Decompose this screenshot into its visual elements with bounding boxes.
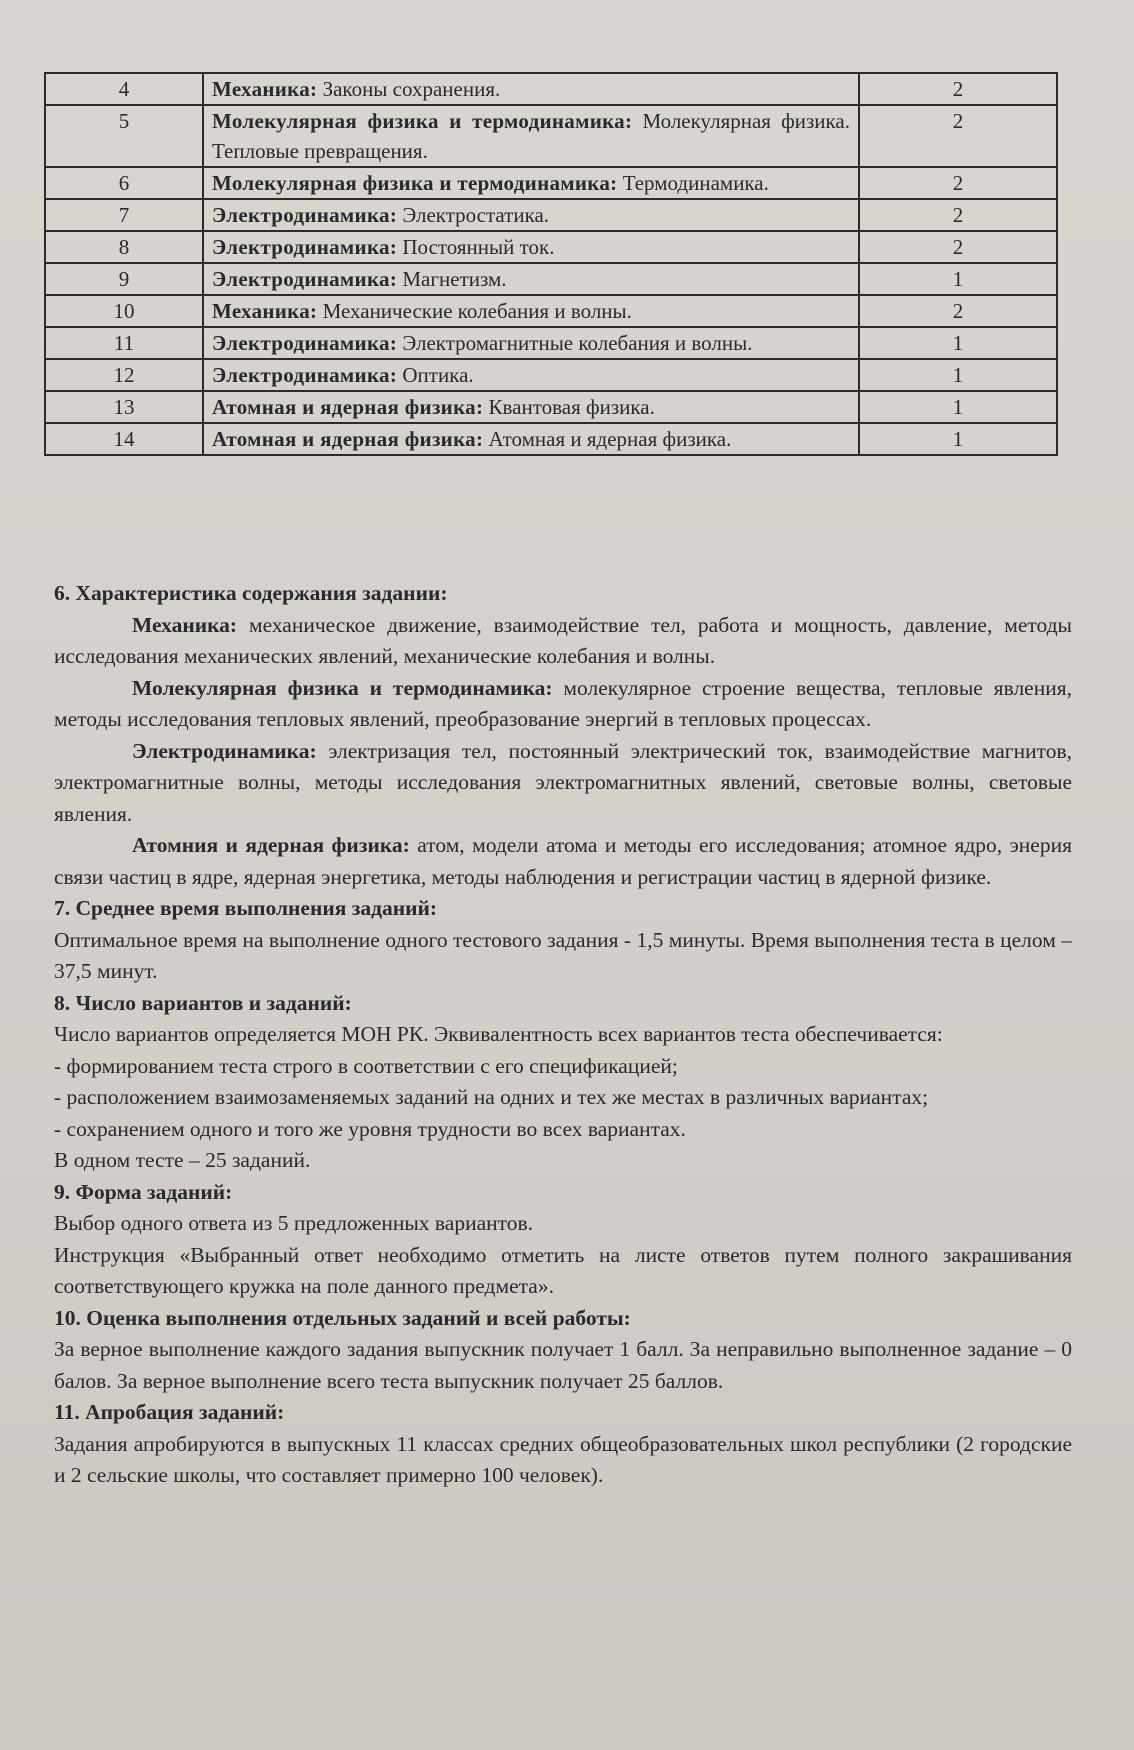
section-10-heading: 10. Оценка выполнения отдельных заданий и всей работы: (54, 1305, 631, 1330)
section-9-line-1: Выбор одного ответа из 5 предложенных вариантов. (54, 1211, 534, 1235)
row-number: 6 (45, 167, 203, 199)
row-section-label: Молекулярная физика и термодинамика: (212, 109, 633, 133)
row-topic-text: Магнетизм. (402, 267, 507, 291)
row-topic (203, 263, 859, 295)
row-count: 2 (859, 73, 1057, 105)
table-row (45, 231, 1057, 263)
row-count: 1 (859, 423, 1057, 455)
section-6-mechanics (54, 610, 1072, 673)
row-number: 10 (45, 295, 203, 327)
row-count: 1 (859, 391, 1057, 423)
row-count: 2 (859, 231, 1057, 263)
molecular-text: молекулярное строение вещества, тепловые явления, методы исследования тепловых явлений, преобразование энергий в тепловых процессах. (54, 675, 1072, 731)
row-topic (203, 199, 859, 231)
row-topic-text: Электромагнитные колебания и волны. (402, 331, 753, 355)
row-section-label: Электродинамика: (212, 203, 398, 227)
row-topic (203, 167, 859, 199)
row-number: 4 (45, 73, 203, 105)
row-count: 1 (859, 327, 1057, 359)
row-topic-text: Молекулярная физика. Тепловые превращения. (212, 109, 850, 163)
row-count: 1 (859, 359, 1057, 391)
section-7-text: Оптимальное время на выполнение одного тестового задания - 1,5 минуты. Время выполнения теста в целом – 37,5 минут. (54, 927, 1072, 983)
section-6-molecular (54, 673, 1072, 736)
section-6-heading: 6. Характеристика содержания задании: (54, 581, 448, 605)
section-8-intro: Число вариантов определяется МОН РК. Эквивалентность всех вариантов теста обеспечивается: (54, 1022, 943, 1046)
row-number: 7 (45, 199, 203, 231)
row-topic (203, 295, 859, 327)
row-number: 8 (45, 231, 203, 263)
row-topic-text: Атомная и ядерная физика. (488, 427, 732, 451)
row-section-label: Электродинамика: (212, 331, 398, 355)
document-body (54, 578, 1072, 1492)
table-row (45, 391, 1057, 423)
section-6-atomic (54, 830, 1072, 893)
topics-table-body (45, 73, 1057, 455)
section-9-line-2: Инструкция «Выбранный ответ необходимо отметить на листе ответов путем полного закрашивания соответствующего кружка на поле данного предмета». (54, 1242, 1072, 1298)
row-topic-text: Механические колебания и волны. (322, 299, 632, 323)
molecular-label: Молекулярная физика и термодинамика: (132, 675, 553, 700)
section-8-count: В одном тесте – 25 заданий. (54, 1148, 311, 1172)
table-row (45, 295, 1057, 327)
section-8-bullet-3: - сохранением одного и того же уровня трудности во всех вариантах. (54, 1116, 686, 1141)
row-count: 2 (859, 199, 1057, 231)
electro-label: Электродинамика: (132, 738, 317, 763)
row-topic-text: Квантовая физика. (488, 395, 655, 419)
table-row (45, 73, 1057, 105)
row-topic-text: Термодинамика. (622, 171, 769, 195)
row-section-label: Механика: (212, 299, 318, 323)
atomic-label: Атомния и ядерная физика: (132, 833, 410, 857)
row-section-label: Молекулярная физика и термодинамика: (212, 171, 618, 195)
section-8-bullet-1: - формированием теста строго в соответствии с его спецификацией; (54, 1053, 678, 1078)
mechanics-text: механическое движение, взаимодействие тел, работа и мощность, давление, методы исследования механических явлений, механические колебания и волны. (54, 612, 1072, 668)
row-number: 13 (45, 391, 203, 423)
row-topic (203, 391, 859, 423)
row-topic-text: Оптика. (402, 363, 474, 387)
table-row (45, 167, 1057, 199)
section-11-text: Задания апробируются в выпускных 11 классах средних общеобразовательных школ республики (2 городские и 2 сельские школы, что составляет примерно 100 человек). (54, 1431, 1072, 1487)
row-number: 11 (45, 327, 203, 359)
section-8-bullet-2: - расположением взаимозаменяемых заданий на одних и тех же местах в различных вариантах; (54, 1085, 929, 1109)
row-topic (203, 73, 859, 105)
table-row (45, 263, 1057, 295)
row-section-label: Электродинамика: (212, 235, 398, 259)
row-count: 2 (859, 105, 1057, 167)
row-topic-text: Законы сохранения. (322, 77, 501, 101)
row-count: 1 (859, 263, 1057, 295)
row-topic (203, 327, 859, 359)
row-number: 9 (45, 263, 203, 295)
section-6-electro (54, 736, 1072, 831)
row-number: 14 (45, 423, 203, 455)
topics-table (44, 72, 1058, 456)
section-10-text: За верное выполнение каждого задания выпускник получает 1 балл. За неправильно выполненное задание – 0 балов. За верное выполнение всего теста выпускник получает 25 баллов. (54, 1337, 1072, 1393)
table-row (45, 199, 1057, 231)
row-topic (203, 105, 859, 167)
row-section-label: Электродинамика: (212, 267, 398, 291)
row-topic (203, 231, 859, 263)
row-section-label: Атомная и ядерная физика: (212, 427, 484, 451)
section-8-heading: 8. Число вариантов и заданий: (54, 990, 352, 1015)
mechanics-label: Механика: (132, 612, 238, 637)
row-topic (203, 359, 859, 391)
table-row (45, 327, 1057, 359)
row-topic-text: Электростатика. (402, 203, 550, 227)
row-count: 2 (859, 167, 1057, 199)
section-7-heading: 7. Среднее время выполнения заданий: (54, 896, 438, 920)
row-section-label: Механика: (212, 77, 318, 101)
row-topic-text: Постоянный ток. (402, 235, 555, 259)
row-number: 12 (45, 359, 203, 391)
section-11-heading: 11. Апробация заданий: (54, 1400, 285, 1424)
atomic-text: атом, модели атома и методы его исследования; атомное ядро, энерия связи частиц в ядре, ядерная энергетика, методы наблюдения и регистрации частиц в ядерной физике. (54, 833, 1072, 889)
table-row (45, 105, 1057, 167)
row-number: 5 (45, 105, 203, 167)
electro-text: электризация тел, постоянный электрический ток, взаимодействие магнитов, электромагнитные волны, методы исследования электромагнитных явлений, световые волны, световые явления. (54, 738, 1072, 826)
table-row (45, 359, 1057, 391)
row-section-label: Электродинамика: (212, 363, 398, 387)
row-section-label: Атомная и ядерная физика: (212, 395, 484, 419)
section-9-heading: 9. Форма заданий: (54, 1179, 233, 1204)
row-topic (203, 423, 859, 455)
row-count: 2 (859, 295, 1057, 327)
table-row (45, 423, 1057, 455)
